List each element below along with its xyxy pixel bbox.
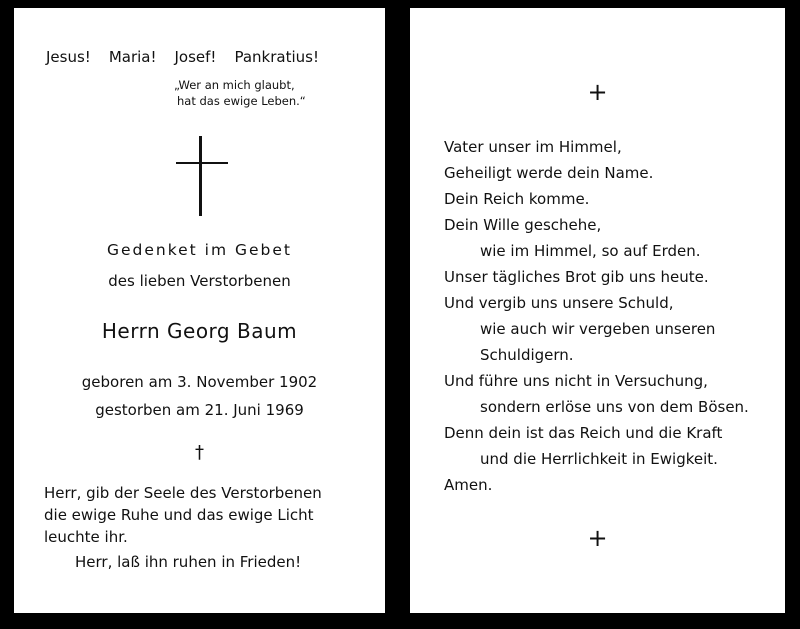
- prayer-line: Denn dein ist das Reich und die Kraft: [444, 424, 723, 442]
- invocation-line: [46, 48, 319, 66]
- prayer-line: Und vergib uns unsere Schuld,: [444, 294, 674, 312]
- prayer-line: und die Herrlichkeit in Ewigkeit.: [480, 450, 718, 468]
- prayer-line: leuchte ihr.: [44, 528, 128, 546]
- plus-cross-bottom-icon: +: [587, 524, 608, 552]
- prayer-line: Schuldigern.: [480, 346, 574, 364]
- prayer-line: Herr, gib der Seele des Verstorbenen: [44, 484, 322, 502]
- latin-cross-icon: [176, 136, 228, 216]
- deceased-name: Herrn Georg Baum: [101, 319, 298, 343]
- invocation-josef: Josef!: [174, 48, 217, 66]
- invocation-pankratius: Pankratius!: [234, 48, 319, 66]
- life-dates: [14, 368, 385, 424]
- prayer-line: Dein Reich komme.: [444, 190, 590, 208]
- bible-quote-line2: hat das ewige Leben.“: [177, 94, 306, 108]
- prayer-line: Geheiligt werde dein Name.: [444, 164, 654, 182]
- prayer-line: Amen.: [444, 476, 493, 494]
- prayer-line: Vater unser im Himmel,: [444, 138, 622, 156]
- prayer-line: wie auch wir vergeben unseren: [480, 320, 716, 338]
- prayer-line: wie im Himmel, so auf Erden.: [480, 242, 701, 260]
- prayer-line: Herr, laß ihn ruhen in Frieden!: [75, 553, 302, 571]
- dagger-icon: †: [195, 442, 204, 463]
- invocation-jesus: Jesus!: [46, 48, 91, 66]
- memorial-card-back: [410, 8, 785, 613]
- prayer-line: die ewige Ruhe und das ewige Licht: [44, 506, 314, 524]
- plus-cross-top-icon: +: [587, 78, 608, 106]
- prayer-line: sondern erlöse uns von dem Bösen.: [480, 398, 749, 416]
- memorial-card-front: [14, 8, 385, 613]
- gedenket-heading: Gedenket im Gebet: [106, 241, 293, 259]
- birth-date: geboren am 3. November 1902: [81, 373, 318, 391]
- bible-quote-line1: „Wer an mich glaubt,: [174, 78, 295, 92]
- prayer-line: Unser tägliches Brot gib uns heute.: [444, 268, 709, 286]
- lieben-subheading: des lieben Verstorbenen: [108, 272, 291, 290]
- invocation-maria: Maria!: [108, 48, 157, 66]
- prayer-line: Und führe uns nicht in Versuchung,: [444, 372, 708, 390]
- death-date: gestorben am 21. Juni 1969: [95, 401, 304, 419]
- eternal-rest-prayer: [44, 482, 322, 573]
- prayer-line: Dein Wille geschehe,: [444, 216, 602, 234]
- lords-prayer: [444, 134, 749, 498]
